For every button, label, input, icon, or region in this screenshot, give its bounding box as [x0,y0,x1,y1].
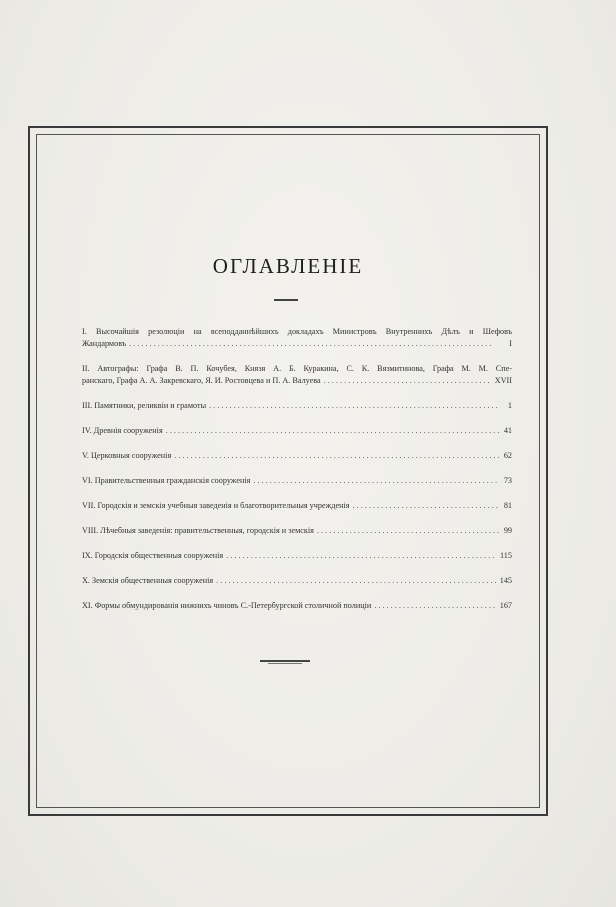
toc-entry-text: V. Церковныя сооруженiя [82,451,172,460]
toc-entry-text-cont: ранскаго, Графа А. А. Закревскаго, Я. И. Ростовцева и П. А. Валуева [82,376,321,385]
toc-entry-text: I. Высочайшiя резолюцiи на всеподданнѣйшихъ докладахъ Министровъ Внутреннихъ Дѣлъ и Шефовъ [82,327,512,336]
toc-entry-text: IX. Городскiя общественныя сооруженiя [82,551,224,560]
toc-entry-9 [82,550,512,562]
toc-page-number: 73 [503,476,512,485]
toc-entry-5 [82,450,512,462]
toc-entry-10 [82,575,512,587]
toc-page-number: 115 [500,551,512,560]
toc-page-number: 81 [503,501,512,510]
toc-entry-text: III. Памятники, реликвiи и грамоты [82,401,207,410]
dot-leader [226,550,497,562]
page-title: ОГЛАВЛЕНIЕ [212,254,364,278]
toc-page-number: 167 [499,601,512,610]
toc-entry-8 [82,525,512,537]
toc-entry-3 [82,400,512,412]
toc-entry-text: VI. Правительственныя гражданскiя сооруженiя [82,476,251,485]
toc-entry-2 [82,363,512,387]
toc-page-number: 145 [499,576,512,585]
toc-entry-text-cont: Жандармовъ [82,339,127,348]
toc-entry-text: II. Автографы: Графа В. П. Кочубея, Князя А. Б. Куракина, С. К. Вязмитинова, Графа М. М. Спе- [82,364,512,373]
toc-entry-text: IV. Древнiя сооруженiя [82,426,163,435]
dot-leader [174,450,499,462]
toc-entry-7 [82,500,512,512]
dot-leader [324,375,492,387]
dot-leader [253,475,499,487]
dot-leader [317,525,499,537]
toc-page-number: 99 [503,526,512,535]
dot-leader [374,600,496,612]
toc-entry-text: XI. Формы обмундированiя нижнихъ чиновъ С.-Петербургской столичной полицiи [82,601,372,610]
toc-page-number: 1 [507,401,512,410]
dot-leader [166,425,499,437]
toc-page-number: 41 [503,426,512,435]
toc-page-number: I [509,339,512,348]
dot-leader [216,575,497,587]
dot-leader [129,338,499,350]
toc-page-number: 62 [503,451,512,460]
dot-leader [209,400,499,412]
toc-entry-text: X. Земскiя общественныя сооруженiя [82,576,214,585]
toc-page-number: XVII [494,376,512,385]
title-ornament-rule [274,299,298,301]
table-of-contents [82,326,512,625]
closing-rule [260,660,310,662]
toc-entry-6 [82,475,512,487]
dot-leader [353,500,500,512]
toc-entry-11 [82,600,512,612]
toc-entry-text: VII. Городскiя и земскiя учебныя заведенiя и благотворительныя учрежденiя [82,501,350,510]
toc-entry-4 [82,425,512,437]
toc-entry-1 [82,326,512,350]
closing-rule-thin [268,663,302,664]
toc-entry-text: VIII. Лѣчебныя заведенiя: правительственныя, городскiя и земскiя [82,526,314,535]
